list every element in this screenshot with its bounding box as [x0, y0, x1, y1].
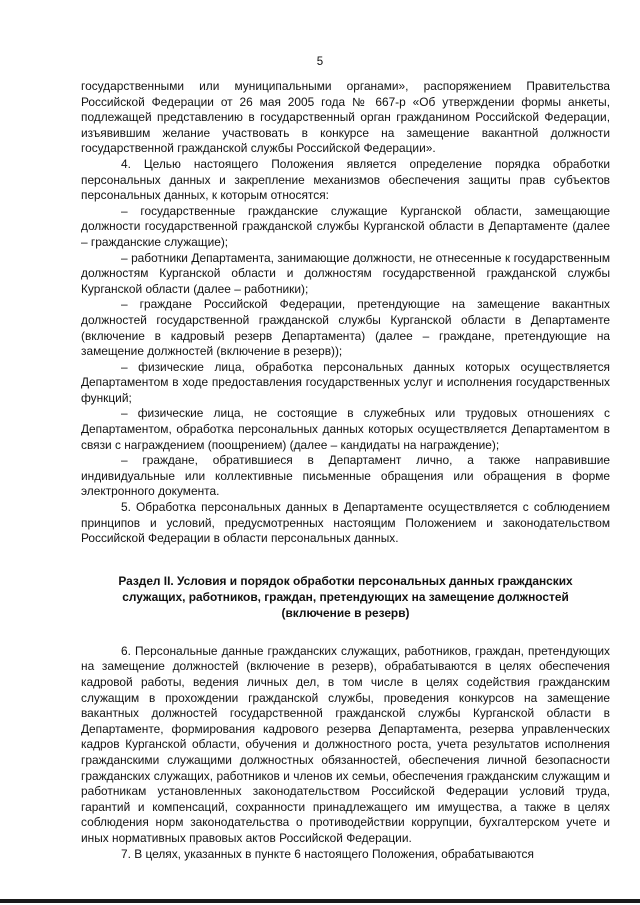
- list-item-employees: – работники Департамента, занимающие должности, не отнесенные к государственным должностям Курганской области и должностям государственной гражданской службы Курганской области (далее – работники);: [81, 250, 610, 296]
- list-item-citizens-appeals: – граждане, обратившиеся в Департамент лично, а также направившие индивидуальные или коллективные письменные обращения или обращения в форме электронного документа.: [81, 453, 610, 499]
- paragraph-7: 7. В целях, указанных в пункте 6 настоящего Положения, обрабатываются: [121, 846, 534, 861]
- document-body: [81, 79, 610, 862]
- section-title: Раздел II. Условия и порядок обработки персональных данных гражданских служащих, работников, граждан, претендующих на замещение должностей (включение в резерв): [118, 573, 573, 620]
- list-item-individuals-services: – физические лица, обработка персональных данных которых осуществляется Департаментом в ходе предоставления государственных услуг и исполнения государственных функций;: [81, 359, 610, 405]
- paragraph-6: 6. Персональные данные гражданских служащих, работников, граждан, претендующих на замещение должностей (включение в резерв), обрабатываются в целях обеспечения кадровой работы, ведения личных дел, в том числе в целях содействия гражданским служащим в прохождении гражданской службы, проведения конкурсов на замещение вакантных должностей государственной гражданской службы Курганской области в Департаменте, формирования кадрового резерва Департамента, резерва управленческих кадров Курганской области, обучения и должностного роста, учета результатов исполнения гражданскими служащими должностных обязанностей, обеспечения личной безопасности гражданских служащих, работников и членов их семьи, обеспечения гражданским служащим и работникам установленных законодательством Российской Федерации условий труда, гарантий и компенсаций, сохранности принадлежащего им имущества, а также в целях соблюдения норм законодательства о противодействии коррупции, бухгалтерском учете и иных нормативных правовых актов Российской Федерации.: [81, 643, 610, 845]
- page-number: 5: [316, 56, 324, 68]
- list-item-candidates-positions: – граждане Российской Федерации, претендующие на замещение вакантных должностей государственной гражданской службы Курганской области в Департаменте (включение в кадровый резерв Департамента) (далее – граждане, претендующие на замещение должностей (включение в резерв));: [81, 297, 610, 359]
- scan-bottom-edge: [0, 899, 640, 903]
- list-item-award-candidates: – физические лица, не состоящие в служебных или трудовых отношениях с Департаментом, обработка персональных данных которых осуществляется Департаментом в связи с награждением (поощрением) (далее – кандидаты на награждение);: [81, 406, 610, 452]
- paragraph-continuation: государственными или муниципальными органами», распоряжением Правительства Российской Федерации от 26 мая 2005 года № 667-р «Об утверждении формы анкеты, подлежащей представлению в государственный орган гражданином Российской Федерации, изъявившим желание участвовать в конкурсе на замещение вакантной должности государственной гражданской службы Российской Федерации».: [81, 79, 610, 156]
- paragraph-5: 5. Обработка персональных данных в Департаменте осуществляется с соблюдением принципов и условий, предусмотренных настоящим Положением и законодательством Российской Федерации в области персональных данных.: [81, 500, 610, 546]
- list-item-civil-servants: – государственные гражданские служащие Курганской области, замещающие должности государственной гражданской службы Курганской области в Департаменте (далее – гражданские служащие);: [81, 203, 610, 249]
- paragraph-4: 4. Целью настоящего Положения является определение порядка обработки персональных данных и закрепление механизмов обеспечения защиты прав субъектов персональных данных, к которым относятся:: [81, 156, 610, 203]
